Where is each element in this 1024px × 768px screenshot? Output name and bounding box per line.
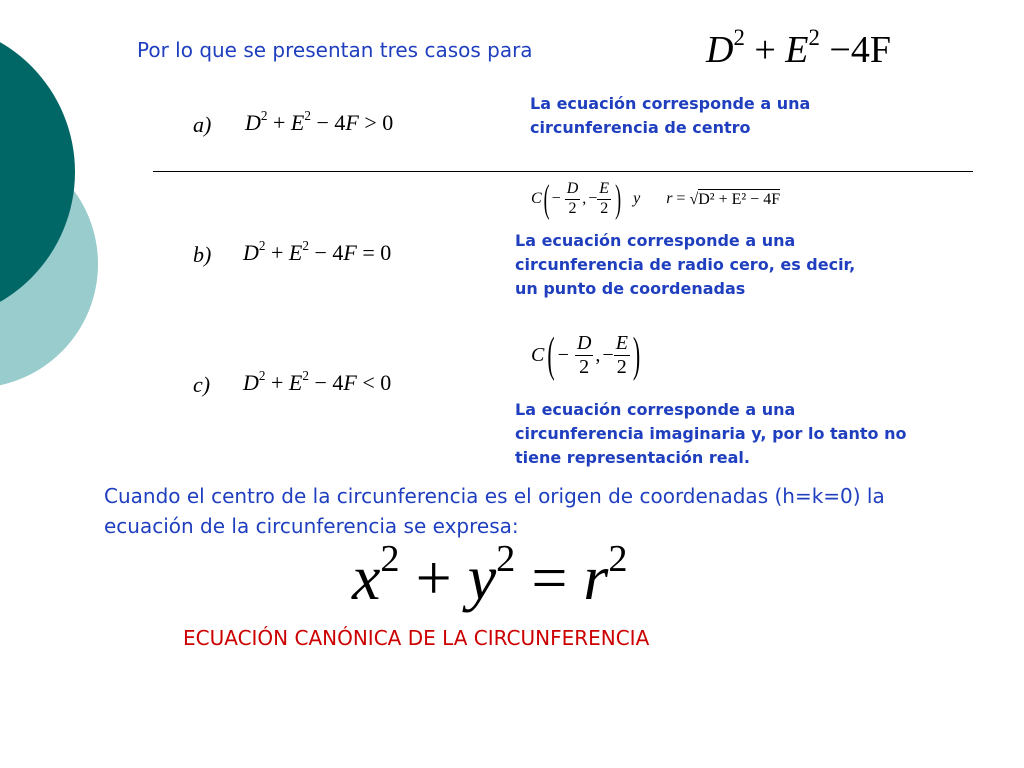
header-expression: $D^2 + E^2 -4F$ [706,24,891,71]
case-a-label: a) [193,112,212,137]
intro-text: Por lo que se presentan tres casos para [137,38,533,62]
canonical-label: ECUACIÓN CANÓNICA DE LA CIRCUNFERENCIA [183,626,650,650]
case-c-note: La ecuación corresponde a una circunferencia imaginaria y, por lo tanto no tiene representación real. [515,400,907,467]
case-b-expression: $D^2 + E^2 - 4F = 0$ [243,237,392,265]
center-formula: C ( − $\frac{D}{2}$ , − $\frac{E}{2}$ ) y r = √D² + E² − 4F [531,175,781,220]
case-c-expression: $D^2 + E^2 - 4F < 0$ [243,367,392,395]
case-a-expression: $D^2 + E^2 - 4F > 0$ [245,107,394,135]
point-formula: C ( − $\frac{D}{2}$ , − $\frac{E}{2}$ ) [531,326,641,382]
case-a-note: La ecuación corresponde a una circunferencia de centro [530,94,811,137]
case-c-label: c) [193,372,211,397]
case-b-label: b) [193,242,212,267]
case-b-note: La ecuación corresponde a una circunferencia de radio cero, es decir, un punto de coordenadas [515,231,856,298]
canonical-equation: $x^2 + y^2 = r^2$ [352,537,628,613]
origin-paragraph: Cuando el centro de la circunferencia es el origen de coordenadas (h=k=0) la ecuación de la circunferencia se expresa: [104,484,885,538]
